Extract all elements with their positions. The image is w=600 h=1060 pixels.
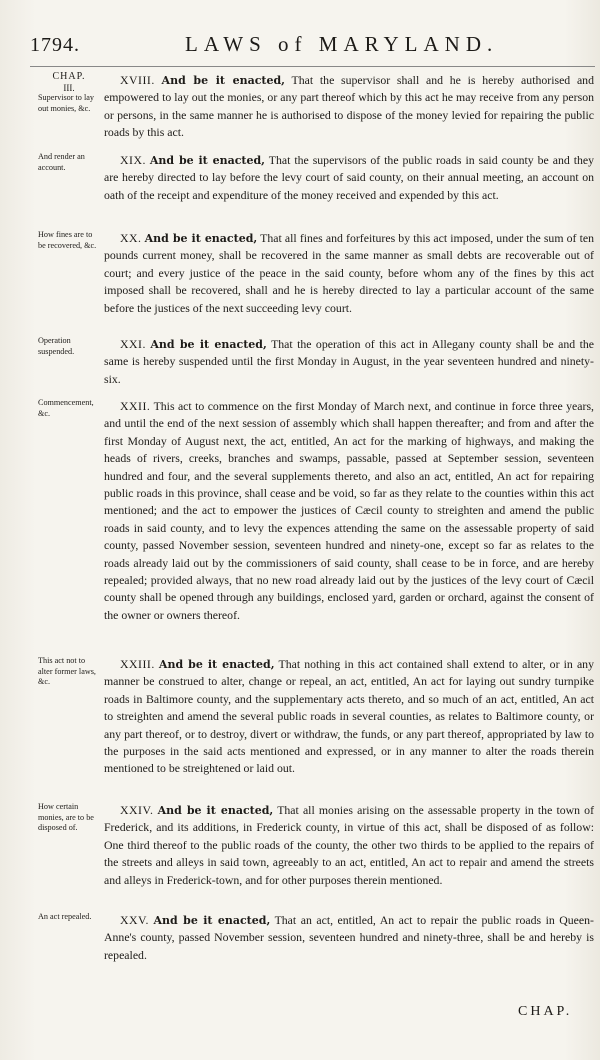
section-number: XXII. [120, 399, 151, 413]
section-text [104, 72, 594, 142]
section-text [104, 398, 594, 624]
section-body: That the supervisors of the public roads in said county be and they are hereby directed to lay before the levy court of said county, on their annual meeting, an account on oath of the receipt and expenditure of the money received and expended by this act. [104, 153, 595, 202]
section-number: XXIV. [120, 803, 154, 817]
section-number: XXI. [120, 337, 146, 351]
section-text [104, 152, 594, 204]
section-body: That all monies arising on the assessable property in the town of Frederick, and its additions, in Frederick county, in virtue of this act, shall be disposed of as follow: One third thereof to the public roads of the county, the other two thirds to be applied to the repairs of the streets and alleys in said town, agreeably to an act, entitled, An act to repair and amend the streets and alleys in Frederick-town, and for other purposes therein mentioned. [104, 803, 595, 887]
section-number: XXV. [120, 913, 149, 927]
margin-note: How fines are to be recovered, &c. [38, 230, 97, 250]
margin-note: An act repealed. [38, 912, 92, 921]
enacting-clause: And be it enacted, [150, 338, 267, 351]
enacting-clause: And be it enacted, [157, 804, 274, 817]
enacting-clause: And be it enacted, [153, 914, 271, 927]
section-number: XXIII. [120, 657, 155, 671]
section-body: That the operation of this act in Allegany county shall be and the same is hereby suspended until the first Monday in August, in the year seventeen hundred and ninety-six. [104, 337, 595, 386]
page-header [30, 30, 590, 64]
margin-note: Operation suspended. [38, 336, 75, 356]
margin-note [38, 72, 100, 114]
section-text [104, 230, 594, 317]
enacting-clause: And be it enacted, [144, 232, 258, 245]
enacting-clause: And be it enacted, [161, 74, 285, 87]
catchword: CHAP. [518, 1004, 573, 1019]
section-text [104, 336, 594, 388]
enacting-clause: And be it enacted, [158, 658, 275, 671]
chapter-number: III. [63, 82, 75, 93]
margin-note-text: Supervisor to lay out monies, &c. [38, 93, 94, 113]
section-number: XX. [120, 231, 142, 245]
header-rule [30, 66, 595, 67]
section-body: That all fines and forfeitures by this act imposed, under the sum of ten pounds current money, shall be recovered in the same manner as small debts are recoverable out of court; and every justice of the peace in the said county, before whom any of the fines by this act imposed shall be recovered, shall and he is hereby directed to lay a particular account of the same before the justices of the next succeeding levy court. [104, 231, 594, 315]
section-number: XVIII. [120, 73, 155, 87]
margin-note: This act not to alter former laws, &c. [38, 656, 96, 686]
section-text [104, 802, 594, 889]
section-body: This act to commence on the first Monday of March next, and continue in force three years, and until the end of the next session of assembly which shall happen thereafter; and from and after the first Monday of August next, the act, entitled, An act for the marking of highways, and making the heads of rivers, creeks, branches and swamps, passable, passed at September session, seventeen hundred and four, and the several supplements thereto, and also an act, entitled, An act for repairing public roads in this province, shall cease and be void, so far as they relate to the counties within this act mentioned; and the act to empower the justices of Cæcil county to streighten and amend the public roads in said county, and to levy the expences attending the same on the assessable property of said county, passed November session, seventeen hundred and ninety-one, except so far as relates to the roads already laid out by the commissioners of said county, shall cease to be in force, and are hereby repealed; provided always, that no new road already laid out by the justices of the levy court of Cæcil county shall be opened through any buildings, enclosed yard, garden or orchard, against the consent of the owner or owners thereof. [104, 399, 594, 622]
margin-note: How certain monies, are to be disposed of. [38, 802, 94, 832]
chapter-label: CHAP. [52, 71, 86, 82]
page-title: LAWS of MARYLAND. [185, 32, 499, 56]
page-year: 1794. [30, 34, 80, 56]
margin-note: Commencement, &c. [38, 398, 94, 418]
section-text [104, 912, 594, 964]
section-number: XIX. [120, 153, 146, 167]
enacting-clause: And be it enacted, [149, 154, 265, 167]
section-body: That the supervisor shall and he is hereby authorised and empowered to lay out the monies, or any part thereof which by this act he may receive from any person or persons, in the same manner he is authorised to dispose of the money levied for repairing the public roads by this act. [104, 73, 594, 140]
margin-note: And render an account. [38, 152, 85, 172]
section-body: That nothing in this act contained shall extend to alter, or in any manner be construed to alter, change or repeal, an act, entitled, An act for laying out sundry turnpike roads in Baltimore county, and the supplementary acts thereto, and so much of an act, entitled, An act to streighten and amend the several public roads in several counties, as relates to Baltimore county, or any part thereof, or to destroy, divert or withdraw, the funds, or any part thereof, appropriated by law to the purposes in the said acts mentioned and expressed, or in any manner to alter the roads therein mentioned to be streightened or laid out. [104, 657, 594, 776]
section-text [104, 656, 594, 778]
section-body: That an act, entitled, An act to repair the public roads in Queen-Anne's county, passed November session, seventeen hundred and ninety-three, shall be and hereby is repealed. [104, 913, 594, 962]
